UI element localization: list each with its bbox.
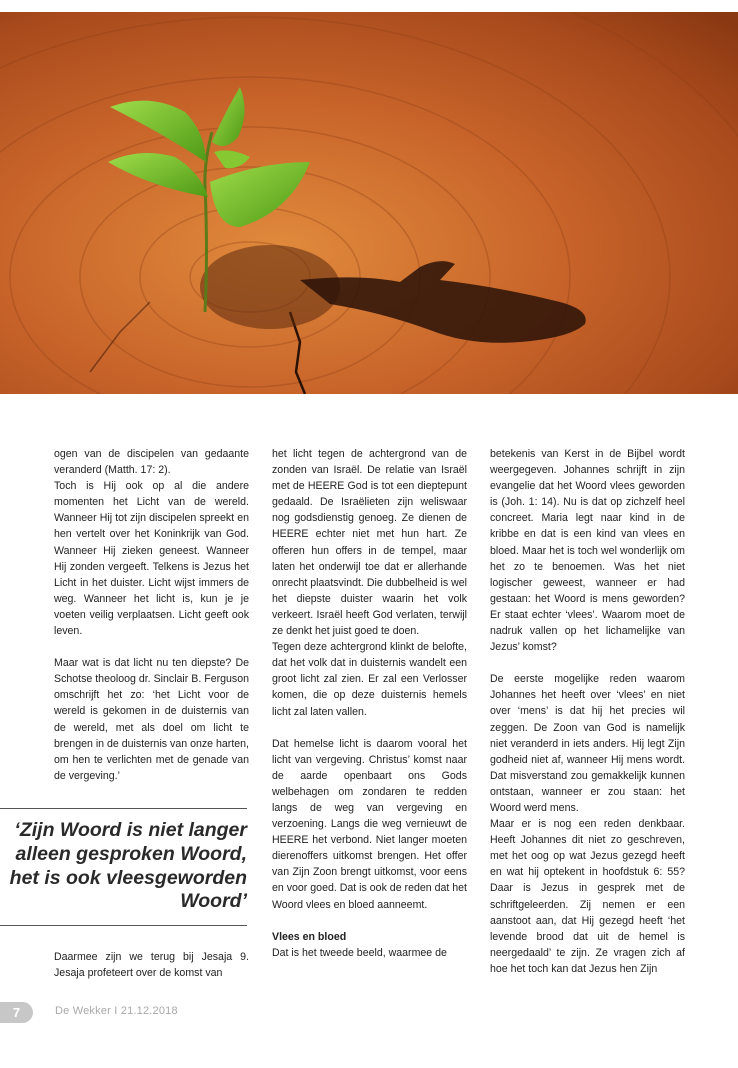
pull-quote: ‘Zijn Woord is niet langer alleen gesproken Woord, het is ook vleesgeworden Woord’ [9, 819, 247, 913]
section-subheading: Vlees en bloed [272, 930, 347, 943]
paragraph: Daarmee zijn we terug bij Jesaja 9. Jesaja profeteert over de komst van [54, 951, 249, 980]
paragraph: betekenis van Kerst in de Bijbel wordt weergegeven. Johannes schrijft in zijn evangelie dat het Woord vlees geworden is (Joh. 1: 14). Nu is dat op zichzelf heel concreet. Maria legt naar kind in de kribbe en dat is een kind van vlees en bloed. Maar het is toch wel wonderlijk om het zo te benoemen. Was het niet logischer geweest, wanneer er had gestaan: het Woord is mens geworden? Er staat echter ‘vlees’. Waarom moet de nadruk vallen op het lichamelijke van Jezus’ komst? [490, 448, 685, 654]
article-column-2 [272, 446, 467, 961]
paragraph: ogen van de discipelen van gedaante veranderd (Matth. 17: 2). [54, 448, 249, 477]
publication-info: De Wekker I 21.12.2018 [55, 1005, 178, 1017]
page-number: 7 [0, 1002, 33, 1023]
hero-photo [0, 12, 738, 394]
paragraph: Maar wat is dat licht nu ten diepste? De Schotse theoloog dr. Sinclair B. Ferguson omschrijft het zo: ‘het Licht voor de wereld is gekomen in de duisternis van de wereld, met als doel om licht te brengen in de duisternis van onze harten, om hen te verlichten met de genade van de vergeving.’ [54, 657, 249, 782]
page-footer [0, 1002, 300, 1024]
article-column-3 [490, 446, 685, 977]
paragraph: De eerste mogelijke reden waarom Johannes het heeft over ‘vlees’ en niet over ‘mens’ is dat hij het precies wil zeggen. De Zoon van God is namelijk niet veranderd in iets anders. Hij legt Zijn godheid niet af, wanneer Hij mens wordt. Dat misverstand zou gemakkelijk kunnen ontstaan, wanneer er zou staan: het Woord werd mens. [490, 673, 685, 814]
paragraph: Dat is het tweede beeld, waarmee de [272, 946, 447, 959]
paragraph: Maar er is nog een reden denkbaar. Heeft Johannes dit niet zo geschreven, met het oog op wat Jezus gezegd heeft en wat hij optekent in hoofdstuk 6: 55? Daar is Jezus in gesprek met de schriftgeleerden. Zij nemen er een aanstoot aan, dat Hij gezegd heeft ‘het levende brood dat uit de hemel is neergedaald’ te zijn. Ze vragen zich af hoe het toch kan dat Jezus hen Zijn [490, 818, 685, 975]
paragraph: het licht tegen de achtergrond van de zonden van Israël. De relatie van Israël met de HEERE God is tot een dieptepunt gedaald. De Israëlieten zijn weliswaar nog godsdienstig genoeg. Ze dienen de HEERE echter niet met hun hart. Ze offeren hun offers in de tempel, maar laten het onderwijl toe dat er allerhande onrecht plaatsvindt. Die dubbelheid is wel het diepste duister waarin het volk verkeert. Israël heeft God verlaten, terwijl ze denkt het juist goed te doen. [272, 448, 467, 638]
article-column-1-continued [54, 949, 249, 981]
paragraph: Tegen deze achtergrond klinkt de belofte, dat het volk dat in duisternis wandelt een groot licht zal zien. Er zal een Verlosser komen, die op deze duisternis hemels licht zal laten vallen. [272, 641, 467, 718]
article-column-1 [54, 446, 249, 784]
pull-quote-box [0, 808, 247, 926]
paragraph: Dat hemelse licht is daarom vooral het licht van vergeving. Christus’ komst naar de aarde openbaart ons Gods welbehagen om zondaren te redden langs de weg van vergeving en verzoening. Langs die weg vernieuwt de HEERE het verbond. Niet langer moeten dierenoffers uitkomst brengen. Het offer van Zijn Zoon brengt uitkomst, voor eens en voor goed. Dat is ook de reden dat het Woord vlees en bloed aanneemt. [272, 737, 467, 911]
seedling-on-tree-stump-photo [0, 12, 738, 394]
paragraph: Toch is Hij ook op al die andere momenten het Licht van de wereld. Wanneer Hij tot zijn discipelen spreekt en hen vertelt over het Koninkrijk van God. Wanneer Hij zieken geneest. Wanneer Hij zonden vergeeft. Telkens is Jezus het Licht in het duister. Licht wijst immers de weg. Wanneer het licht is, kun je je voeten veilig verplaatsen. Licht geeft ook leven. [54, 480, 249, 638]
